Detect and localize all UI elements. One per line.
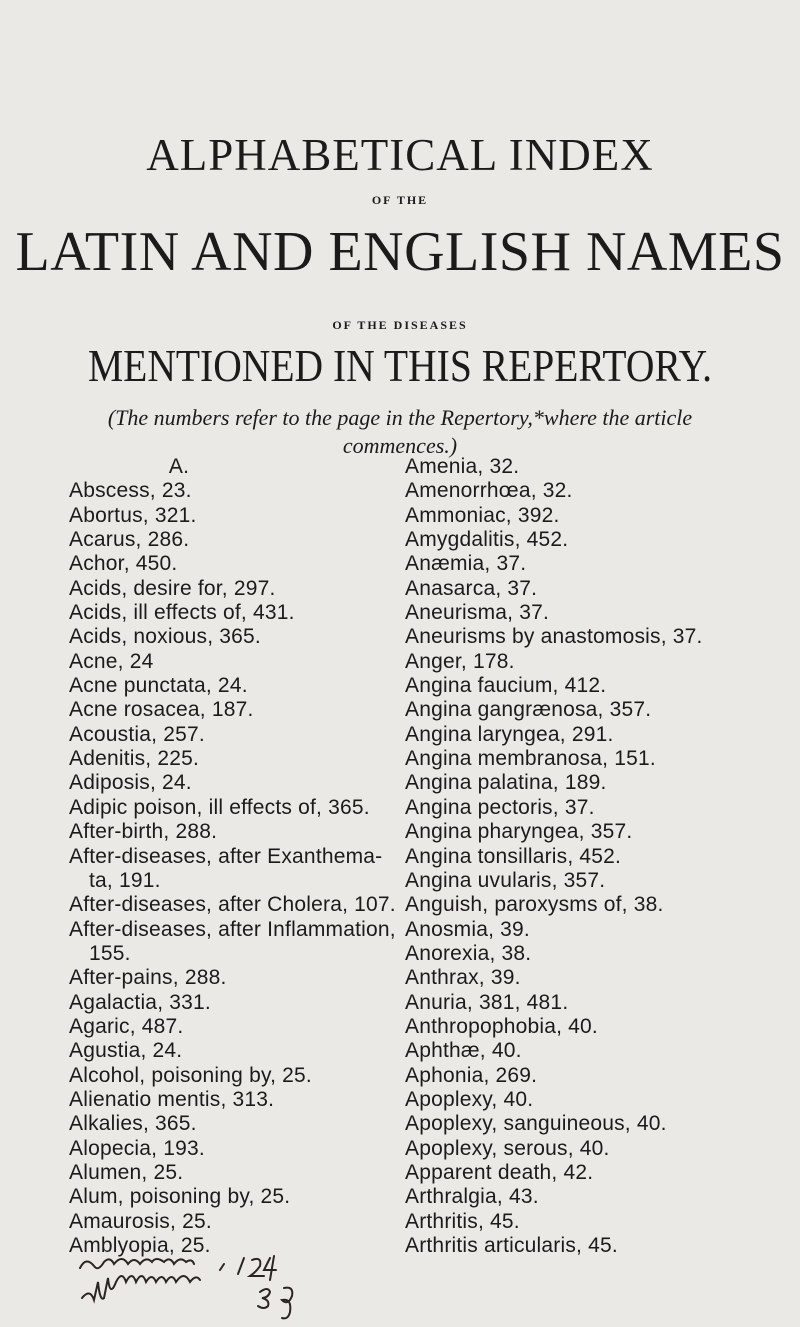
handwritten-annotation <box>70 1246 330 1324</box>
index-entry: Anæmia, 37. <box>405 552 527 576</box>
index-entry: Acne, 24 <box>69 649 154 673</box>
title-alphabetical-index: ALPHABETICAL INDEX <box>146 130 654 180</box>
index-entry: Achor, 450. <box>69 552 178 576</box>
index-entry: Alcohol, poisoning by, 25. <box>69 1063 312 1087</box>
index-entry: After-pains, 288. <box>69 966 227 990</box>
index-entry: Angina gangrænosa, 357. <box>405 698 652 722</box>
index-column-right <box>405 455 800 1258</box>
index-entry: Aphthæ, 40. <box>405 1039 522 1063</box>
index-entry: Angina palatina, 189. <box>405 771 607 795</box>
index-entry: Apparent death, 42. <box>405 1160 594 1184</box>
index-entry: Aphonia, 269. <box>405 1063 538 1087</box>
index-entry: Anthrax, 39. <box>405 966 521 990</box>
index-entry: Angina faucium, 412. <box>405 674 607 698</box>
index-entry: Agustia, 24. <box>69 1039 183 1063</box>
index-entry: Arthralgia, 43. <box>405 1185 539 1209</box>
index-entry: After-birth, 288. <box>69 820 218 844</box>
index-entry: Angina pectoris, 37. <box>405 795 595 819</box>
index-entry: Acarus, 286. <box>69 528 190 552</box>
index-entry: Acne punctata, 24. <box>69 674 248 698</box>
index-entry: After-diseases, after Cholera, 107. <box>69 893 396 917</box>
index-entry: Alopecia, 193. <box>69 1136 205 1160</box>
index-entry: Apoplexy, 40. <box>405 1087 534 1111</box>
section-letter: A. <box>168 455 190 478</box>
index-entry: Acids, ill effects of, 431. <box>69 601 295 625</box>
index-entry: Agalactia, 331. <box>69 990 211 1014</box>
index-entry: Amaurosis, 25. <box>69 1209 212 1233</box>
title-of-the-diseases: OF THE DISEASES <box>332 318 468 332</box>
index-entry: Aneurisms by anastomosis, 37. <box>405 625 703 649</box>
index-entry: Alumen, 25. <box>69 1160 184 1184</box>
index-entry: Alienatio mentis, 313. <box>69 1087 275 1111</box>
index-entry: Agaric, 487. <box>69 1014 184 1038</box>
explanatory-note: (The numbers refer to the page in the Repertory,*where the article commences.) <box>107 405 693 458</box>
index-entry: Alum, poisoning by, 25. <box>69 1185 291 1209</box>
index-entry: Adenitis, 225. <box>69 747 200 771</box>
title-of-the: OF THE <box>371 193 429 207</box>
index-entry: Anguish, paroxysms of, 38. <box>405 893 664 917</box>
index-entry: Apoplexy, sanguineous, 40. <box>405 1112 667 1136</box>
index-entry: Angina uvularis, 357. <box>405 868 606 892</box>
index-entry: Acids, noxious, 365. <box>69 625 261 649</box>
index-entry: After-diseases, after Inflammation, 155. <box>69 917 396 965</box>
index-entry: After-diseases, after Exanthema- ta, 191. <box>69 844 383 892</box>
index-entry: Alkalies, 365. <box>69 1112 197 1136</box>
index-entry: Angina tonsillaris, 452. <box>405 844 622 868</box>
index-entry: Anorexia, 38. <box>405 941 532 965</box>
index-entry: Amenia, 32. <box>405 455 520 478</box>
index-entry: Amygdalitis, 452. <box>405 528 569 552</box>
index-entry: Adiposis, 24. <box>69 771 192 795</box>
index-entry: Acids, desire for, 297. <box>69 576 276 600</box>
index-entry: Amblyopia, 25. <box>69 1234 211 1257</box>
index-entry: Aneurisma, 37. <box>405 601 550 625</box>
index-entry: Anasarca, 37. <box>405 576 538 600</box>
index-entry: Adipic poison, ill effects of, 365. <box>69 795 370 819</box>
index-entry: Amenorrhœa, 32. <box>405 479 573 503</box>
index-entry: Arthritis, 45. <box>405 1209 520 1233</box>
index-entry: Anthropophobia, 40. <box>405 1014 598 1038</box>
title-mentioned-repertory: MENTIONED IN THIS REPERTORY. <box>87 340 713 391</box>
index-entry: Acoustia, 257. <box>69 722 205 746</box>
index-entry: Anosmia, 39. <box>405 917 530 941</box>
index-entry: Acne rosacea, 187. <box>69 698 254 722</box>
index-entry: Apoplexy, serous, 40. <box>405 1136 610 1160</box>
index-entry: Ammoniac, 392. <box>405 503 560 527</box>
index-entry: Arthritis articularis, 45. <box>405 1234 618 1257</box>
index-entry: Anger, 178. <box>405 649 515 673</box>
index-column-left <box>69 455 405 1258</box>
index-entry: Anuria, 381, 481. <box>405 990 569 1014</box>
index-entry: Abortus, 321. <box>69 503 197 527</box>
index-entry: Angina pharyngea, 357. <box>405 820 633 844</box>
index-entry: Angina membranosa, 151. <box>405 747 656 771</box>
index-entry: Abscess, 23. <box>69 479 192 503</box>
title-latin-english-names: LATIN AND ENGLISH NAMES <box>15 221 785 283</box>
index-entry: Angina laryngea, 291. <box>405 722 614 746</box>
